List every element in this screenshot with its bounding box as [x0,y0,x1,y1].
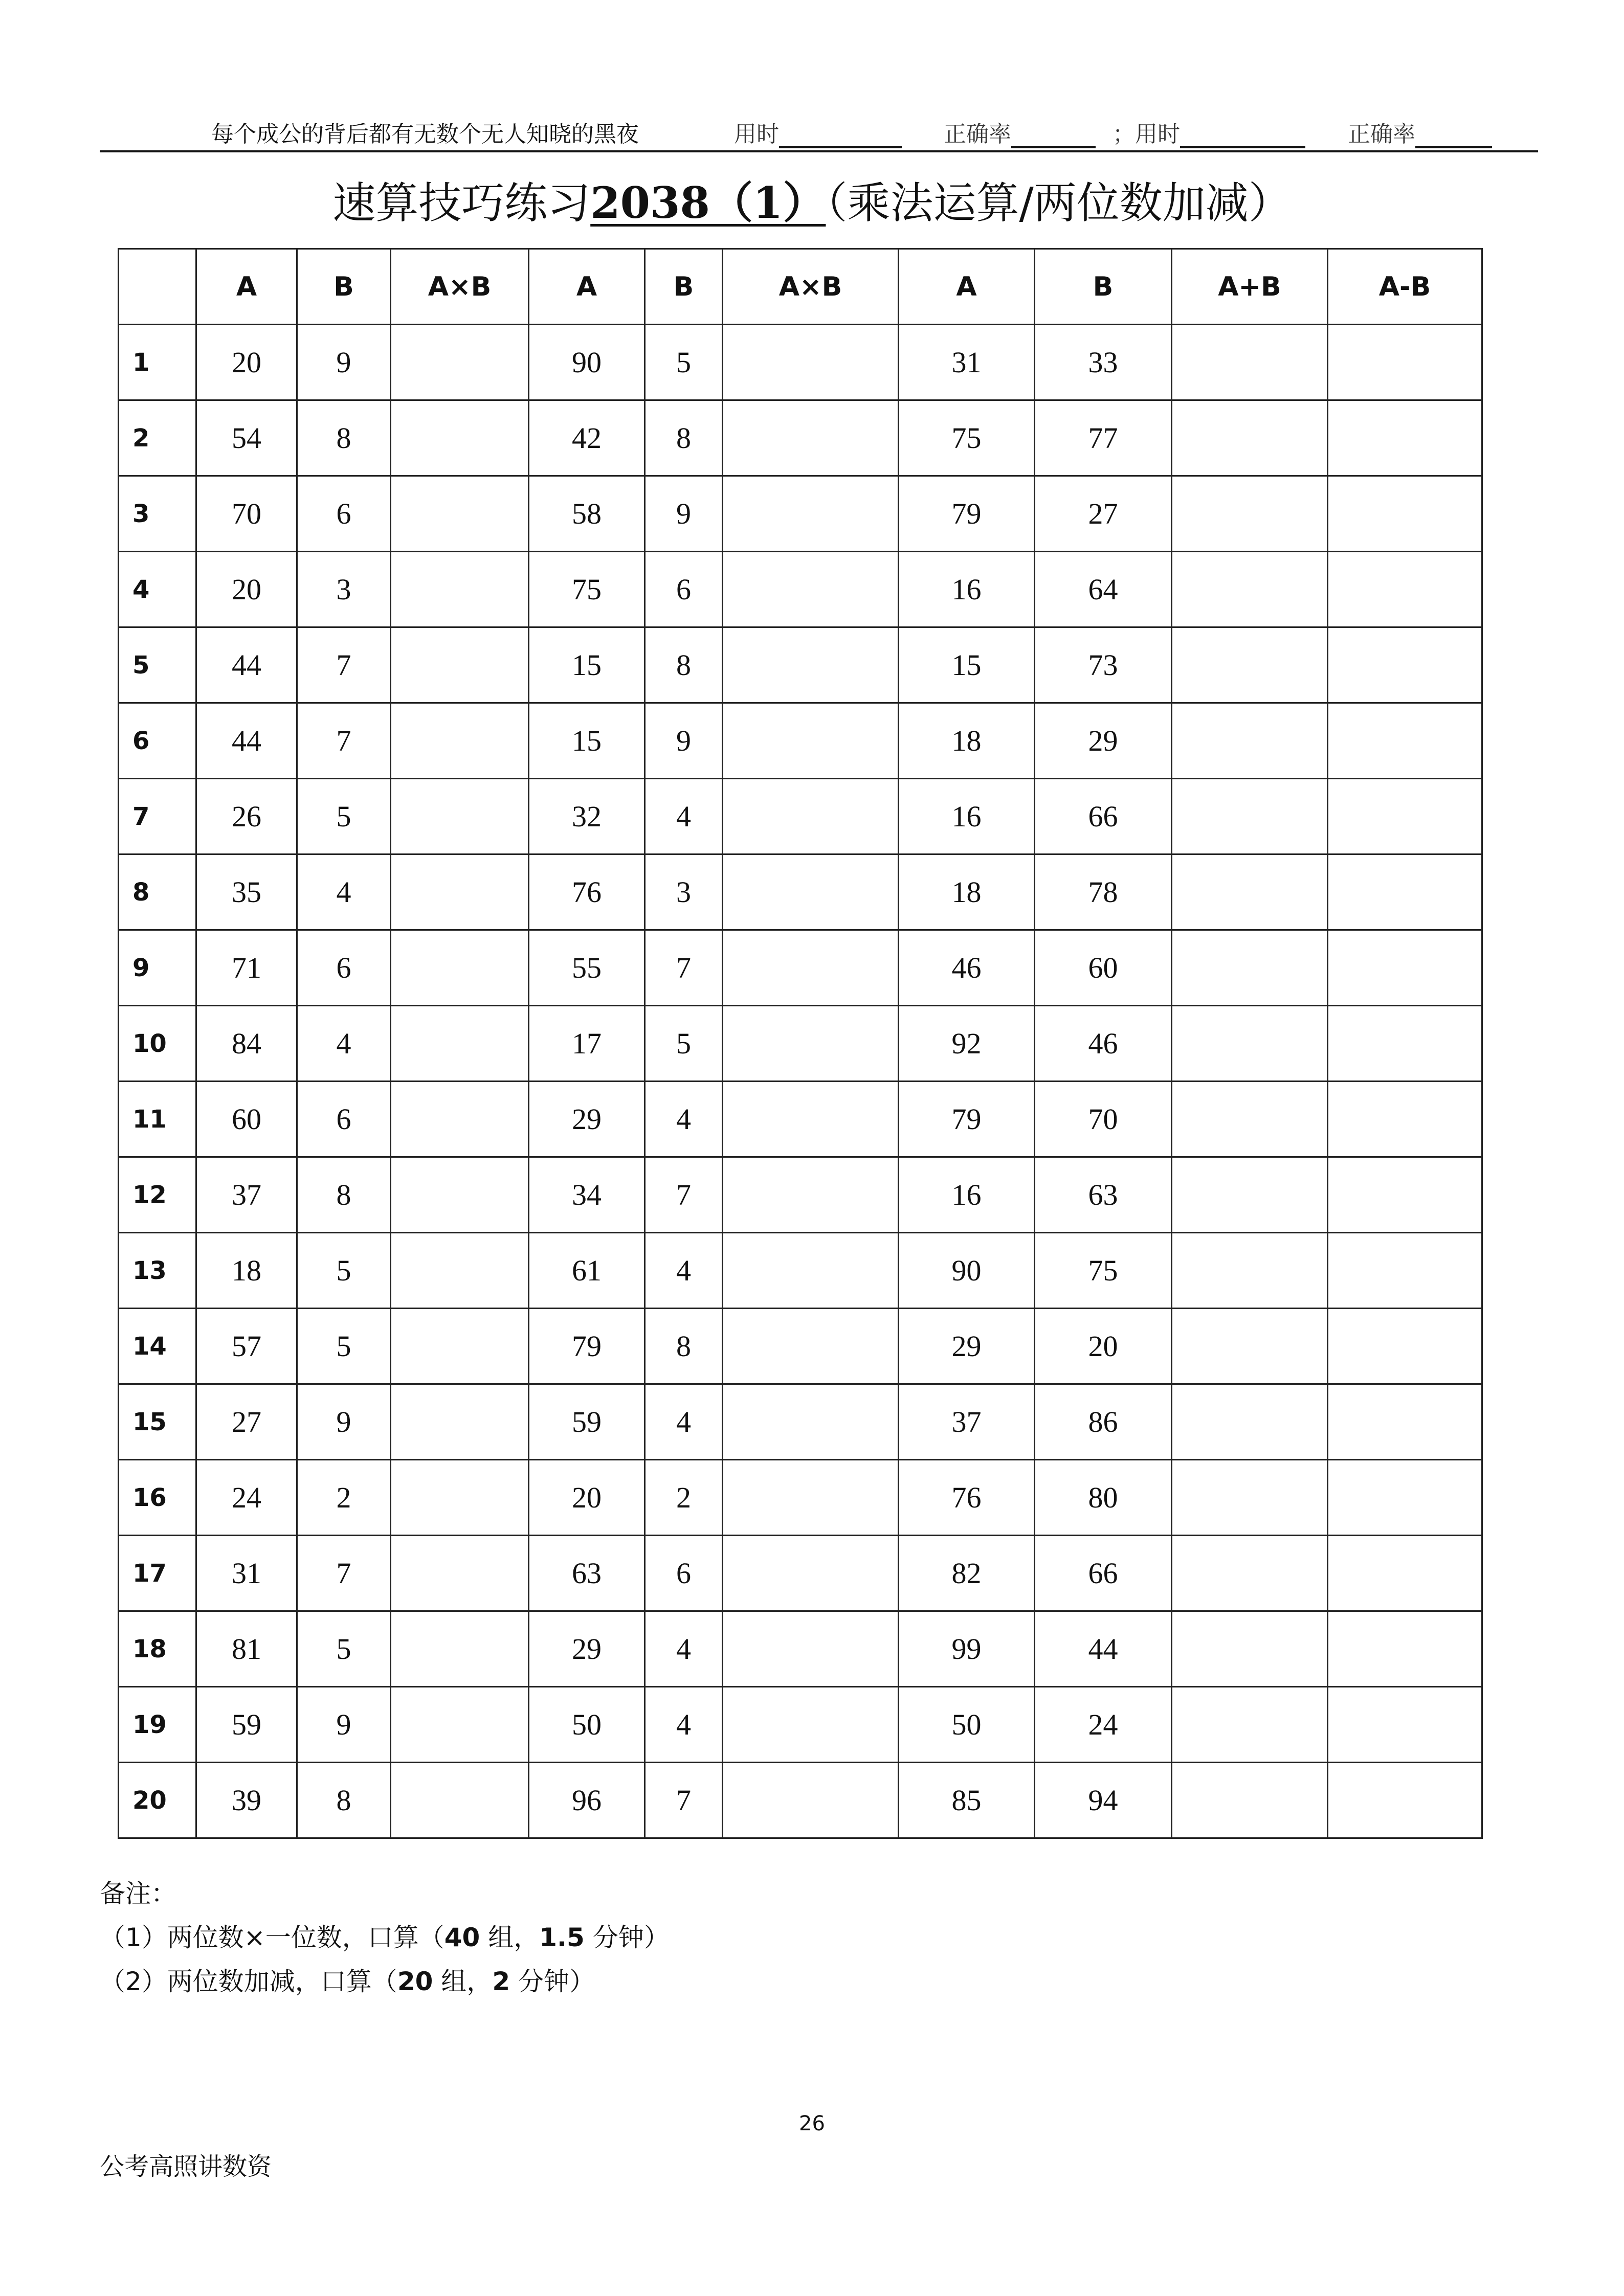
answer-cell-product-1[interactable] [391,1687,529,1763]
operand-cell: 63 [1035,1157,1172,1233]
answer-cell-difference[interactable] [1328,1611,1482,1687]
operand-cell: 33 [1035,325,1172,400]
answer-cell-difference[interactable] [1328,930,1482,1006]
operand-cell: 6 [645,552,723,627]
note-1-suffix: 分钟） [584,1923,670,1952]
table-row [119,703,1482,779]
operand-cell: 18 [899,703,1035,779]
table-row [119,476,1482,552]
answer-cell-product-1[interactable] [391,1309,529,1384]
operand-cell: 20 [196,325,297,400]
operand-cell: 3 [645,854,723,930]
header-cell: B [645,249,723,325]
operand-cell: 75 [529,552,645,627]
time-field-1[interactable] [734,116,902,148]
operand-cell: 8 [297,400,391,476]
operand-cell: 96 [529,1763,645,1838]
operand-cell: 58 [529,476,645,552]
page-header [100,114,1538,152]
row-number: 17 [119,1536,196,1611]
row-number: 19 [119,1687,196,1763]
answer-cell-product-2[interactable] [723,779,899,854]
operand-cell: 90 [529,325,645,400]
operand-cell: 7 [297,703,391,779]
answer-cell-product-1[interactable] [391,1536,529,1611]
table-row [119,1233,1482,1309]
time-label-2: 用时 [1135,121,1180,147]
row-number: 16 [119,1460,196,1536]
operand-cell: 16 [899,779,1035,854]
operand-cell: 66 [1035,1536,1172,1611]
operand-cell: 94 [1035,1763,1172,1838]
answer-cell-sum[interactable] [1172,854,1328,930]
answer-cell-difference[interactable] [1328,552,1482,627]
row-number: 10 [119,1006,196,1082]
answer-cell-sum[interactable] [1172,1006,1328,1082]
answer-cell-sum[interactable] [1172,1763,1328,1838]
answer-cell-product-2[interactable] [723,1384,899,1460]
notes-heading: 备注： [100,1879,176,1908]
note-2-suffix: 分钟） [510,1967,595,1996]
answer-cell-product-1[interactable] [391,476,529,552]
practice-table [118,248,1483,1839]
answer-cell-difference[interactable] [1328,1384,1482,1460]
answer-cell-difference[interactable] [1328,1157,1482,1233]
answer-cell-difference[interactable] [1328,1687,1482,1763]
operand-cell: 5 [645,1006,723,1082]
operand-cell: 54 [196,400,297,476]
answer-cell-product-2[interactable] [723,1611,899,1687]
answer-cell-sum[interactable] [1172,1687,1328,1763]
operand-cell: 59 [196,1687,297,1763]
header-cell: A×B [391,249,529,325]
title-suffix: （乘法运算/两位数加减） [826,178,1292,228]
operand-cell: 8 [297,1157,391,1233]
operand-cell: 9 [297,1384,391,1460]
header-cell: B [1035,249,1172,325]
notes-block [100,1872,670,2004]
operand-cell: 7 [645,1763,723,1838]
answer-cell-sum[interactable] [1172,1309,1328,1384]
row-number: 15 [119,1384,196,1460]
answer-cell-sum[interactable] [1172,930,1328,1006]
operand-cell: 5 [297,1233,391,1309]
row-number: 8 [119,854,196,930]
operand-cell: 7 [297,1536,391,1611]
answer-cell-product-1[interactable] [391,854,529,930]
answer-cell-difference[interactable] [1328,325,1482,400]
answer-cell-product-1[interactable] [391,703,529,779]
operand-cell: 32 [529,779,645,854]
operand-cell: 57 [196,1309,297,1384]
operand-cell: 50 [899,1687,1035,1763]
answer-cell-sum[interactable] [1172,552,1328,627]
operand-cell: 20 [529,1460,645,1536]
operand-cell: 7 [645,930,723,1006]
operand-cell: 60 [196,1082,297,1157]
operand-cell: 42 [529,400,645,476]
operand-cell: 55 [529,930,645,1006]
note-2-count: 20 [397,1967,433,1996]
operand-cell: 63 [529,1536,645,1611]
operand-cell: 84 [196,1006,297,1082]
header-cell: A [899,249,1035,325]
answer-cell-product-1[interactable] [391,930,529,1006]
table-row [119,325,1482,400]
operand-cell: 70 [196,476,297,552]
operand-cell: 75 [1035,1233,1172,1309]
answer-cell-product-2[interactable] [723,703,899,779]
operand-cell: 4 [645,1233,723,1309]
page-title [0,169,1624,231]
operand-cell: 59 [529,1384,645,1460]
operand-cell: 77 [1035,400,1172,476]
operand-cell: 2 [645,1460,723,1536]
operand-cell: 15 [529,703,645,779]
operand-cell: 3 [297,552,391,627]
row-number: 18 [119,1611,196,1687]
operand-cell: 66 [1035,779,1172,854]
note-2-mid: 组， [433,1967,493,1996]
answer-cell-product-1[interactable] [391,627,529,703]
operand-cell: 5 [297,1309,391,1384]
table-row [119,1611,1482,1687]
operand-cell: 61 [529,1233,645,1309]
operand-cell: 5 [297,1611,391,1687]
note-1 [100,1916,670,1960]
operand-cell: 99 [899,1611,1035,1687]
title-prefix: 速算技巧练习 [332,178,591,228]
answer-cell-product-2[interactable] [723,1763,899,1838]
answer-cell-product-2[interactable] [723,325,899,400]
separator: ； [1113,121,1135,147]
answer-cell-product-2[interactable] [723,1687,899,1763]
accuracy-label-2: 正确率 [1348,121,1415,147]
header-cell: A×B [723,249,899,325]
operand-cell: 34 [529,1157,645,1233]
note-2 [100,1960,670,2004]
operand-cell: 4 [645,1687,723,1763]
answer-cell-sum[interactable] [1172,1157,1328,1233]
note-2-prefix: （2）两位数加减，口算（ [100,1967,397,1996]
operand-cell: 17 [529,1006,645,1082]
note-1-mid: 组， [480,1923,540,1952]
operand-cell: 9 [297,325,391,400]
operand-cell: 29 [1035,703,1172,779]
answer-cell-product-1[interactable] [391,1233,529,1309]
operand-cell: 31 [899,325,1035,400]
page-number: 26 [799,2112,825,2135]
answer-cell-product-1[interactable] [391,400,529,476]
operand-cell: 46 [1035,1006,1172,1082]
answer-cell-sum[interactable] [1172,627,1328,703]
table-row [119,400,1482,476]
row-number: 3 [119,476,196,552]
answer-cell-product-2[interactable] [723,400,899,476]
operand-cell: 4 [297,854,391,930]
operand-cell: 46 [899,930,1035,1006]
operand-cell: 86 [1035,1384,1172,1460]
operand-cell: 18 [899,854,1035,930]
note-1-time: 1.5 [539,1923,585,1952]
table-row [119,552,1482,627]
header-row [119,249,1482,325]
row-number: 4 [119,552,196,627]
answer-cell-sum[interactable] [1172,1536,1328,1611]
operand-cell: 37 [196,1157,297,1233]
operand-cell: 92 [899,1006,1035,1082]
answer-cell-sum[interactable] [1172,1233,1328,1309]
answer-cell-product-1[interactable] [391,1763,529,1838]
table-row [119,1763,1482,1838]
operand-cell: 81 [196,1611,297,1687]
operand-cell: 37 [899,1384,1035,1460]
answer-cell-sum[interactable] [1172,476,1328,552]
answer-cell-difference[interactable] [1328,476,1482,552]
operand-cell: 6 [297,1082,391,1157]
header-motto: 每个成公的背后都有无数个无人知晓的黑夜 [211,121,639,147]
header-cell: A+B [1172,249,1328,325]
table-row [119,1460,1482,1536]
operand-cell: 44 [1035,1611,1172,1687]
answer-cell-product-2[interactable] [723,476,899,552]
operand-cell: 90 [899,1233,1035,1309]
title-number: 2038（1） [590,177,826,228]
operand-cell: 8 [645,400,723,476]
operand-cell: 5 [297,779,391,854]
row-number: 5 [119,627,196,703]
accuracy-blank-1[interactable] [1011,124,1096,148]
operand-cell: 9 [645,476,723,552]
row-number: 20 [119,1763,196,1838]
table-row [119,1384,1482,1460]
answer-cell-difference[interactable] [1328,1233,1482,1309]
answer-cell-difference[interactable] [1328,854,1482,930]
row-number: 14 [119,1309,196,1384]
operand-cell: 27 [196,1384,297,1460]
operand-cell: 79 [899,1082,1035,1157]
operand-cell: 39 [196,1763,297,1838]
note-2-time: 2 [492,1967,510,1996]
answer-cell-difference[interactable] [1328,400,1482,476]
operand-cell: 64 [1035,552,1172,627]
answer-cell-product-1[interactable] [391,552,529,627]
answer-cell-product-2[interactable] [723,854,899,930]
operand-cell: 8 [645,627,723,703]
answer-cell-sum[interactable] [1172,1460,1328,1536]
accuracy-blank-2[interactable] [1415,124,1492,148]
row-number: 11 [119,1082,196,1157]
answer-cell-product-1[interactable] [391,1611,529,1687]
operand-cell: 8 [297,1763,391,1838]
answer-cell-product-1[interactable] [391,1006,529,1082]
operand-cell: 15 [529,627,645,703]
answer-cell-difference[interactable] [1328,1460,1482,1536]
operand-cell: 71 [196,930,297,1006]
row-number: 1 [119,325,196,400]
operand-cell: 75 [899,400,1035,476]
answer-cell-product-2[interactable] [723,627,899,703]
operand-cell: 15 [899,627,1035,703]
row-number: 6 [119,703,196,779]
answer-cell-difference[interactable] [1328,627,1482,703]
accuracy-field-1[interactable] [944,116,1096,148]
operand-cell: 24 [196,1460,297,1536]
table-row [119,1687,1482,1763]
time-blank-2[interactable] [1180,124,1305,148]
page-footer: 公考高照讲数资 [100,2152,272,2181]
answer-cell-product-2[interactable] [723,1082,899,1157]
operand-cell: 18 [196,1233,297,1309]
table-row [119,854,1482,930]
operand-cell: 6 [297,476,391,552]
operand-cell: 5 [645,325,723,400]
answer-cell-sum[interactable] [1172,779,1328,854]
operand-cell: 26 [196,779,297,854]
note-1-prefix: （1）两位数×一位数，口算（ [100,1923,444,1952]
header-cell: A-B [1328,249,1482,325]
row-number: 2 [119,400,196,476]
answer-cell-product-2[interactable] [723,1460,899,1536]
operand-cell: 16 [899,1157,1035,1233]
table-row [119,1157,1482,1233]
operand-cell: 76 [899,1460,1035,1536]
header-cell: B [297,249,391,325]
table-row [119,779,1482,854]
operand-cell: 8 [645,1309,723,1384]
table-row [119,1536,1482,1611]
operand-cell: 2 [297,1460,391,1536]
operand-cell: 6 [645,1536,723,1611]
answer-cell-difference[interactable] [1328,703,1482,779]
answer-cell-product-2[interactable] [723,930,899,1006]
header-cell: A [196,249,297,325]
table-row [119,1082,1482,1157]
answer-cell-product-1[interactable] [391,1157,529,1233]
operand-cell: 9 [645,703,723,779]
row-number: 7 [119,779,196,854]
operand-cell: 31 [196,1536,297,1611]
answer-cell-product-2[interactable] [723,552,899,627]
note-1-count: 40 [444,1923,480,1952]
operand-cell: 4 [297,1006,391,1082]
time-label-1: 用时 [734,121,779,147]
operand-cell: 85 [899,1763,1035,1838]
answer-cell-product-2[interactable] [723,1157,899,1233]
operand-cell: 79 [899,476,1035,552]
answer-cell-sum[interactable] [1172,1384,1328,1460]
operand-cell: 29 [899,1309,1035,1384]
header-cell-index [119,249,196,325]
answer-cell-sum[interactable] [1172,703,1328,779]
operand-cell: 4 [645,1611,723,1687]
answer-cell-product-1[interactable] [391,1460,529,1536]
operand-cell: 44 [196,627,297,703]
operand-cell: 29 [529,1082,645,1157]
operand-cell: 70 [1035,1082,1172,1157]
accuracy-label-1: 正确率 [944,121,1011,147]
answer-cell-product-2[interactable] [723,1233,899,1309]
row-number: 13 [119,1233,196,1309]
operand-cell: 6 [297,930,391,1006]
operand-cell: 78 [1035,854,1172,930]
answer-cell-product-2[interactable] [723,1309,899,1384]
operand-cell: 82 [899,1536,1035,1611]
table-row [119,1006,1482,1082]
operand-cell: 4 [645,1082,723,1157]
operand-cell: 9 [297,1687,391,1763]
answer-cell-product-2[interactable] [723,1536,899,1611]
row-number: 9 [119,930,196,1006]
operand-cell: 16 [899,552,1035,627]
operand-cell: 4 [645,779,723,854]
answer-cell-sum[interactable] [1172,325,1328,400]
answer-cell-difference[interactable] [1328,779,1482,854]
operand-cell: 20 [1035,1309,1172,1384]
answer-cell-product-2[interactable] [723,1006,899,1082]
operand-cell: 24 [1035,1687,1172,1763]
answer-cell-sum[interactable] [1172,1082,1328,1157]
operand-cell: 7 [297,627,391,703]
answer-cell-difference[interactable] [1328,1082,1482,1157]
operand-cell: 76 [529,854,645,930]
operand-cell: 29 [529,1611,645,1687]
row-number: 12 [119,1157,196,1233]
time-blank-1[interactable] [779,124,902,148]
answer-cell-difference[interactable] [1328,1309,1482,1384]
operand-cell: 35 [196,854,297,930]
operand-cell: 60 [1035,930,1172,1006]
answer-cell-sum[interactable] [1172,400,1328,476]
time-field-2[interactable] [1113,116,1305,148]
operand-cell: 50 [529,1687,645,1763]
operand-cell: 7 [645,1157,723,1233]
table-row [119,627,1482,703]
answer-cell-sum[interactable] [1172,1611,1328,1687]
operand-cell: 80 [1035,1460,1172,1536]
operand-cell: 20 [196,552,297,627]
operand-cell: 44 [196,703,297,779]
answer-cell-product-1[interactable] [391,1082,529,1157]
accuracy-field-2[interactable] [1348,116,1492,148]
operand-cell: 27 [1035,476,1172,552]
answer-cell-product-1[interactable] [391,325,529,400]
answer-cell-difference[interactable] [1328,1006,1482,1082]
answer-cell-difference[interactable] [1328,1536,1482,1611]
operand-cell: 4 [645,1384,723,1460]
answer-cell-product-1[interactable] [391,779,529,854]
answer-cell-product-1[interactable] [391,1384,529,1460]
table-row [119,1309,1482,1384]
operand-cell: 73 [1035,627,1172,703]
operand-cell: 79 [529,1309,645,1384]
answer-cell-difference[interactable] [1328,1763,1482,1838]
table-row [119,930,1482,1006]
header-cell: A [529,249,645,325]
